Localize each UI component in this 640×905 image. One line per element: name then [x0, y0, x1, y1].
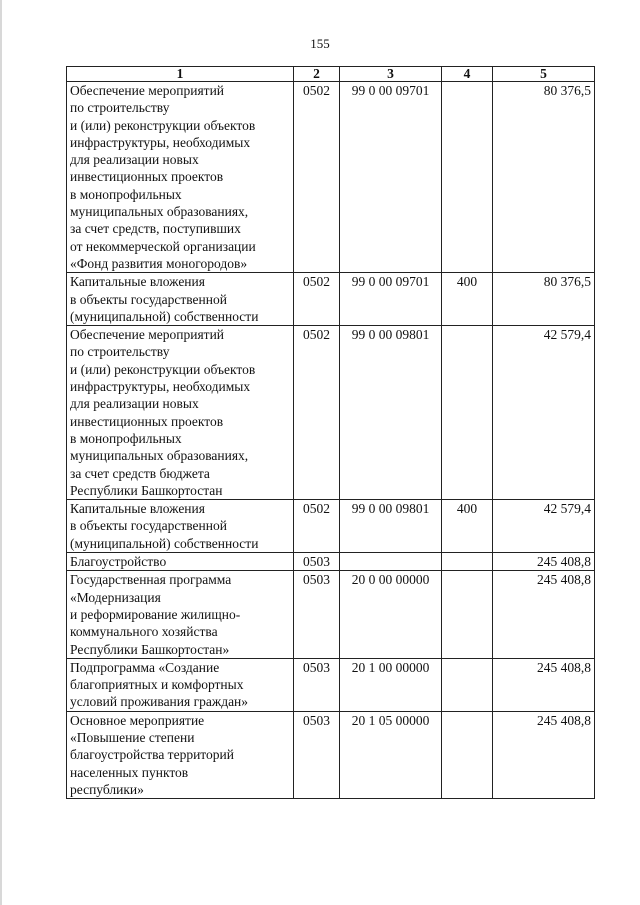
table-header-row: [67, 67, 595, 82]
row-name-cell: Подпрограмма «Создание благоприятных и комфортных условий проживания граждан»: [67, 658, 294, 711]
row-target-article-cell: 20 1 05 00000: [340, 711, 442, 798]
row-amount-cell: 42 579,4: [493, 500, 595, 553]
row-section-cell: 0502: [294, 326, 340, 500]
row-target-article-cell: 99 0 00 09701: [340, 82, 442, 273]
scan-edge: [0, 0, 2, 905]
row-expense-type-cell: [442, 326, 493, 500]
row-section-cell: 0502: [294, 273, 340, 326]
row-name-cell: Капитальные вложения в объекты государственной (муниципальной) собственности: [67, 500, 294, 553]
row-expense-type-cell: [442, 711, 493, 798]
row-amount-cell: 245 408,8: [493, 553, 595, 571]
row-target-article-cell: 20 0 00 00000: [340, 571, 442, 658]
row-amount-cell: 245 408,8: [493, 711, 595, 798]
table-row: [67, 711, 595, 798]
row-amount-cell: 80 376,5: [493, 82, 595, 273]
column-header-2: 2: [294, 67, 340, 82]
column-header-5: 5: [493, 67, 595, 82]
row-expense-type-cell: 400: [442, 500, 493, 553]
row-section-cell: 0503: [294, 571, 340, 658]
row-section-cell: 0502: [294, 82, 340, 273]
row-name-cell: Государственная программа «Модернизация и реформирование жилищно- коммунального хозяйства Республики Башкортостан»: [67, 571, 294, 658]
column-header-4: 4: [442, 67, 493, 82]
row-name-cell: Обеспечение мероприятий по строительству и (или) реконструкции объектов инфраструктуры, необходимых для реализации новых инвестиционных проектов в монопрофильных муниципальных образованиях, за счет средств бюджета Республики Башкортостан: [67, 326, 294, 500]
column-header-3: 3: [340, 67, 442, 82]
table-row: [67, 500, 595, 553]
row-amount-cell: 245 408,8: [493, 571, 595, 658]
budget-table: [66, 66, 595, 799]
row-target-article-cell: 99 0 00 09801: [340, 500, 442, 553]
row-section-cell: 0502: [294, 500, 340, 553]
row-name-cell: Основное мероприятие «Повышение степени благоустройства территорий населенных пунктов республики»: [67, 711, 294, 798]
page-number: 155: [310, 36, 330, 51]
row-target-article-cell: 99 0 00 09701: [340, 273, 442, 326]
row-section-cell: 0503: [294, 658, 340, 711]
row-name-cell: Капитальные вложения в объекты государственной (муниципальной) собственности: [67, 273, 294, 326]
row-expense-type-cell: 400: [442, 273, 493, 326]
row-expense-type-cell: [442, 553, 493, 571]
table-row: [67, 326, 595, 500]
column-header-1: 1: [67, 67, 294, 82]
row-amount-cell: 80 376,5: [493, 273, 595, 326]
row-amount-cell: 245 408,8: [493, 658, 595, 711]
row-expense-type-cell: [442, 571, 493, 658]
table-row: [67, 273, 595, 326]
table-row: [67, 571, 595, 658]
row-name-cell: Обеспечение мероприятий по строительству и (или) реконструкции объектов инфраструктуры, необходимых для реализации новых инвестиционных проектов в монопрофильных муниципальных образованиях, за счет средств, поступивших от некоммерческой организации «Фонд развития моногородов»: [67, 82, 294, 273]
row-target-article-cell: 20 1 00 00000: [340, 658, 442, 711]
table-row: [67, 82, 595, 273]
row-expense-type-cell: [442, 658, 493, 711]
table-row: [67, 553, 595, 571]
row-target-article-cell: [340, 553, 442, 571]
row-expense-type-cell: [442, 82, 493, 273]
row-amount-cell: 42 579,4: [493, 326, 595, 500]
row-target-article-cell: 99 0 00 09801: [340, 326, 442, 500]
row-section-cell: 0503: [294, 553, 340, 571]
row-section-cell: 0503: [294, 711, 340, 798]
table-row: [67, 658, 595, 711]
row-name-cell: Благоустройство: [67, 553, 294, 571]
